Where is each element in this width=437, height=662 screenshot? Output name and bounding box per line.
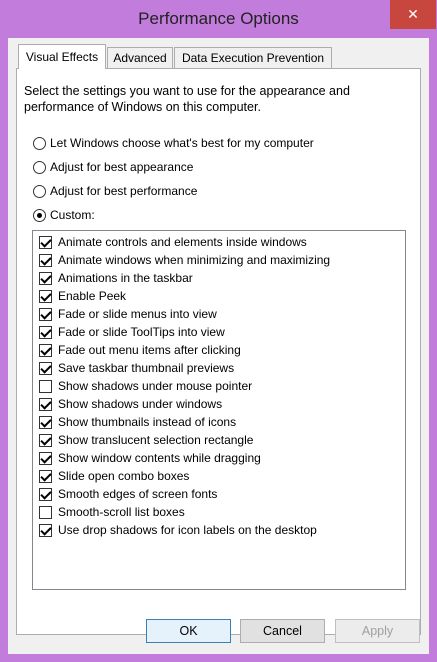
list-item[interactable] (39, 341, 241, 359)
effect-label: Show shadows under windows (58, 397, 223, 411)
effect-checkbox[interactable] (39, 524, 52, 537)
effect-label: Use drop shadows for icon labels on the desktop (58, 523, 317, 537)
radio-option[interactable] (33, 182, 197, 200)
effect-checkbox[interactable] (39, 452, 52, 465)
effect-label: Show thumbnails instead of icons (58, 415, 237, 429)
radio-button[interactable] (33, 161, 46, 174)
effect-checkbox[interactable] (39, 236, 52, 249)
list-item[interactable] (39, 287, 126, 305)
effect-label: Smooth-scroll list boxes (58, 505, 185, 519)
effect-label: Enable Peek (58, 289, 127, 303)
effect-checkbox[interactable] (39, 308, 52, 321)
list-item[interactable] (39, 485, 217, 503)
radio-button[interactable] (33, 209, 46, 222)
tab-data-execution-prevention[interactable]: Data Execution Prevention (174, 47, 332, 68)
effect-label: Smooth edges of screen fonts (58, 487, 218, 501)
effect-checkbox[interactable] (39, 398, 52, 411)
effect-label: Show window contents while dragging (58, 451, 261, 465)
radio-label: Adjust for best performance (50, 184, 198, 198)
list-item[interactable] (39, 449, 261, 467)
list-item[interactable] (39, 359, 234, 377)
effect-label: Show translucent selection rectangle (58, 433, 254, 447)
list-item[interactable] (39, 503, 185, 521)
effect-checkbox[interactable] (39, 416, 52, 429)
effect-label: Slide open combo boxes (58, 469, 190, 483)
list-item[interactable] (39, 521, 317, 539)
list-item[interactable] (39, 431, 253, 449)
list-item[interactable] (39, 413, 236, 431)
cancel-button[interactable]: Cancel (240, 619, 325, 643)
radio-option[interactable] (33, 158, 193, 176)
effect-checkbox[interactable] (39, 362, 52, 375)
effect-checkbox[interactable] (39, 434, 52, 447)
tab-advanced[interactable]: Advanced (107, 47, 173, 68)
effect-checkbox[interactable] (39, 290, 52, 303)
list-item[interactable] (39, 269, 193, 287)
effect-checkbox[interactable] (39, 380, 52, 393)
ok-button[interactable]: OK (146, 619, 231, 643)
radio-option[interactable] (33, 206, 95, 224)
effect-label: Animate controls and elements inside windows (58, 235, 307, 249)
radio-button[interactable] (33, 185, 46, 198)
window-title: Performance Options (138, 9, 299, 28)
list-item[interactable] (39, 323, 225, 341)
list-item[interactable] (39, 395, 222, 413)
effect-checkbox[interactable] (39, 470, 52, 483)
dialog-client-area (8, 38, 429, 654)
description-text: Select the settings you want to use for the appearance and performance of Windows on this computer. (24, 84, 350, 114)
tab-visual-effects[interactable]: Visual Effects (18, 44, 106, 69)
effect-checkbox[interactable] (39, 344, 52, 357)
close-button[interactable] (390, 0, 436, 29)
radio-label: Let Windows choose what's best for my computer (50, 136, 314, 150)
effect-checkbox[interactable] (39, 254, 52, 267)
effects-list[interactable] (32, 230, 406, 590)
radio-button[interactable] (33, 137, 46, 150)
effect-checkbox[interactable] (39, 326, 52, 339)
effect-checkbox[interactable] (39, 506, 52, 519)
list-item[interactable] (39, 251, 330, 269)
effect-label: Fade out menu items after clicking (58, 343, 241, 357)
radio-option[interactable] (33, 134, 314, 152)
effect-label: Animations in the taskbar (58, 271, 193, 285)
effect-checkbox[interactable] (39, 488, 52, 501)
list-item[interactable] (39, 377, 252, 395)
effect-checkbox[interactable] (39, 272, 52, 285)
apply-button[interactable]: Apply (335, 619, 420, 643)
effect-label: Animate windows when minimizing and maximizing (58, 253, 331, 267)
close-icon: ✕ (407, 6, 419, 22)
effect-label: Fade or slide ToolTips into view (58, 325, 225, 339)
radio-label: Adjust for best appearance (50, 160, 194, 174)
list-item[interactable] (39, 305, 217, 323)
effect-label: Fade or slide menus into view (58, 307, 217, 321)
list-item[interactable] (39, 467, 189, 485)
effect-label: Save taskbar thumbnail previews (58, 361, 235, 375)
effect-label: Show shadows under mouse pointer (58, 379, 253, 393)
list-item[interactable] (39, 233, 307, 251)
radio-label: Custom: (50, 208, 95, 222)
